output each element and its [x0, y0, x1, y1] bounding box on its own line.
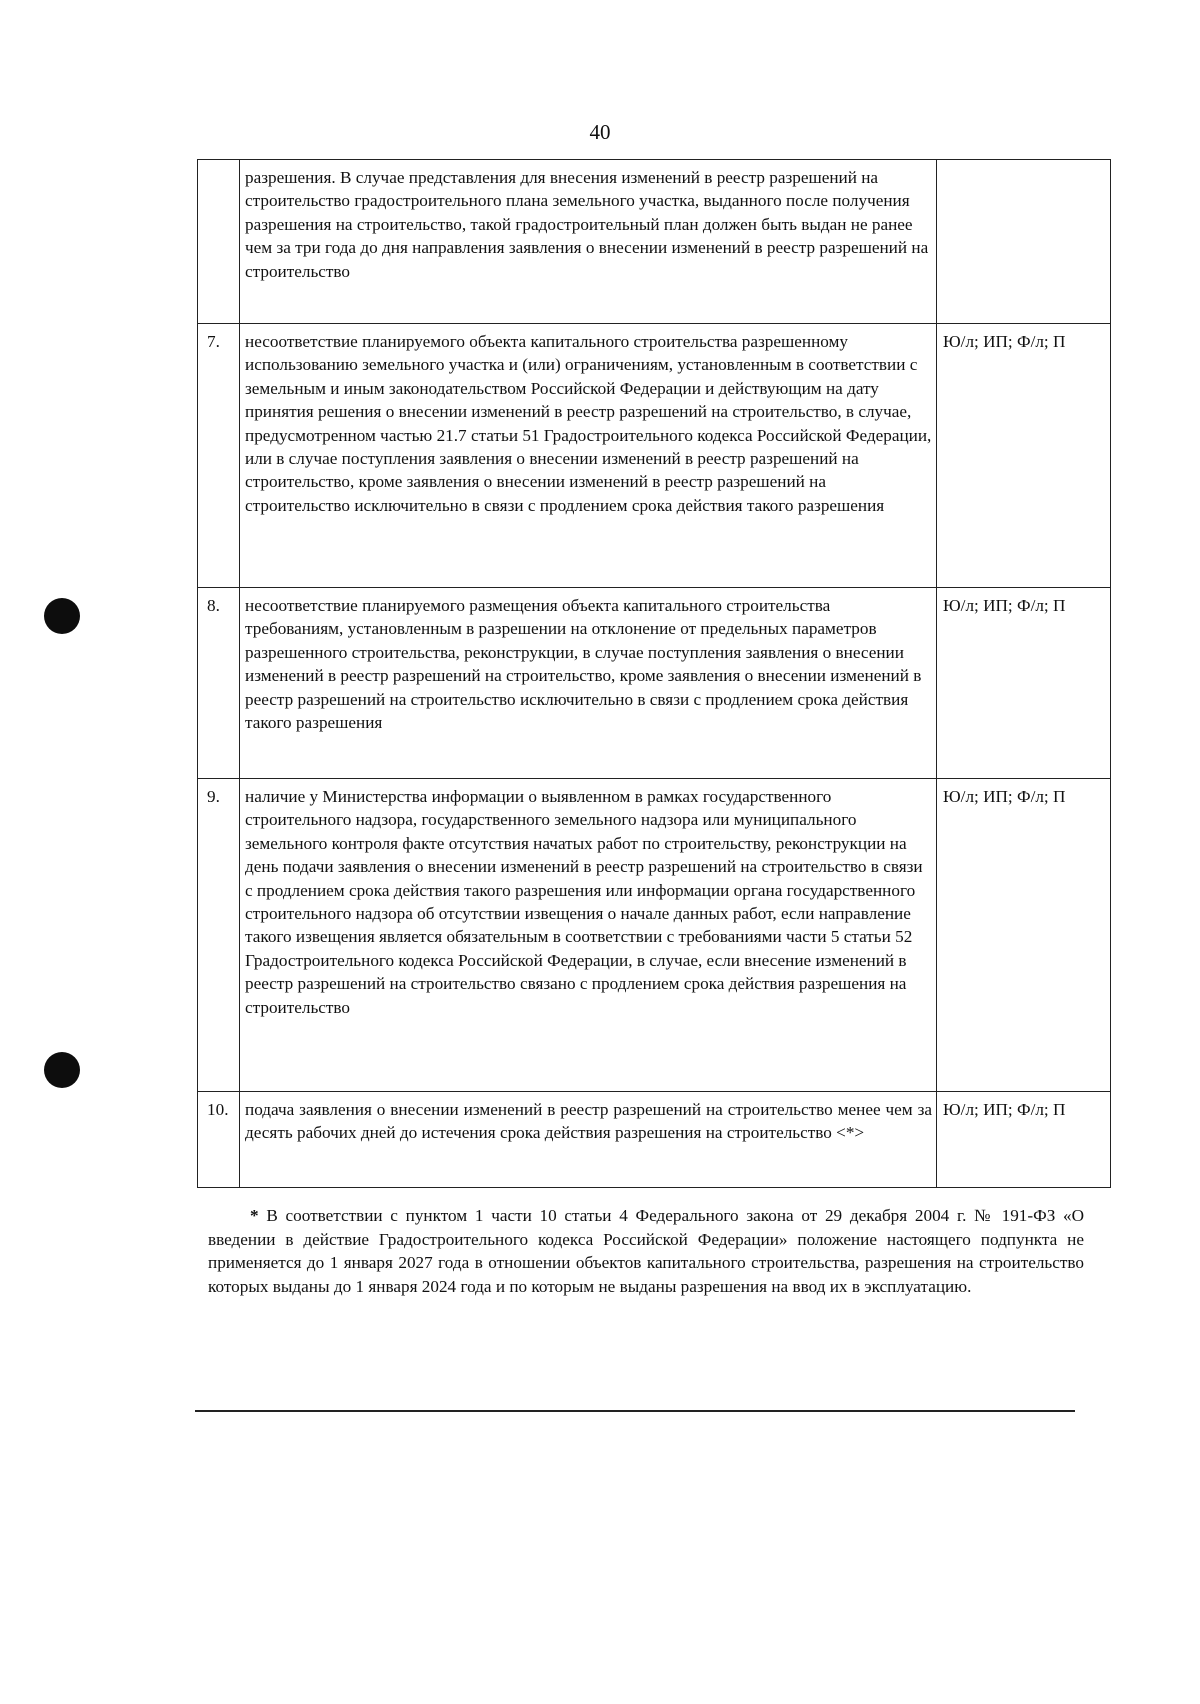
row-applicant-category: Ю/л; ИП; Ф/л; П: [937, 588, 1111, 779]
row-applicant-category: Ю/л; ИП; Ф/л; П: [937, 1092, 1111, 1188]
table-row: [198, 160, 1111, 324]
refusal-reasons-table: [197, 159, 1111, 1188]
row-text: наличие у Министерства информации о выявленном в рамках государственного строительного надзора, государственного земельного надзора или муниципального земельного контроля факте отсутствия начатых работ по строительству, реконструкции на день подачи заявления о внесении изменений в реестр разрешений на строительство в связи с продлением срока действия такого разрешения или информации органа государственного строительного надзора об отсутствии извещения о начале данных работ, если направление такого извещения является обязательным в соответствии с требованиями части 5 статьи 52 Градостроительного кодекса Российской Федерации, в случае, если внесение изменений в реестр разрешений на строительство связано с продлением срока действия разрешения на строительство: [240, 779, 937, 1092]
punch-hole: [44, 1052, 80, 1088]
row-text: несоответствие планируемого размещения объекта капитального строительства требованиям, установленным в разрешении на отклонение от предельных параметров разрешенного строительства, реконструкции, в случае поступления заявления о внесении изменений в реестр разрешений на строительство, кроме заявления о внесении изменений в реестр разрешений на строительство исключительно в связи с продлением срока действия такого разрешения: [240, 588, 937, 779]
row-number: 9.: [198, 779, 240, 1092]
separator-line: [195, 1410, 1075, 1412]
row-number: 8.: [198, 588, 240, 779]
row-applicant-category: Ю/л; ИП; Ф/л; П: [937, 324, 1111, 588]
footnote-text: В соответствии с пунктом 1 части 10 статьи 4 Федерального закона от 29 декабря 2004 г. № 191-ФЗ «О введении в действие Градостроительного кодекса Российской Федерации» положение настоящего подпункта не применяется до 1 января 2027 года в отношении объектов капитального строительства, разрешения на строительство которых выданы до 1 января 2024 года и по которым не выданы разрешения на ввод их в эксплуатацию.: [208, 1206, 1085, 1296]
row-applicant-category: Ю/л; ИП; Ф/л; П: [937, 779, 1111, 1092]
row-applicant-category: [937, 160, 1111, 324]
row-number: [198, 160, 240, 324]
footnote-marker: *: [250, 1206, 259, 1225]
table-row: [198, 588, 1111, 779]
table-row: [198, 1092, 1111, 1188]
footnote: [208, 1204, 1084, 1298]
row-text: разрешения. В случае представления для внесения изменений в реестр разрешений на строительство градостроительного плана земельного участка, выданного после получения разрешения на строительство, такой градостроительный план должен быть выдан не ранее чем за три года до дня направления заявления о внесении изменений в реестр разрешений на строительство: [240, 160, 937, 324]
table-row: [198, 779, 1111, 1092]
table-row: [198, 324, 1111, 588]
row-number: 10.: [198, 1092, 240, 1188]
page-number: 40: [589, 120, 611, 144]
punch-hole: [44, 598, 80, 634]
row-text: подача заявления о внесении изменений в реестр разрешений на строительство менее чем за десять рабочих дней до истечения срока действия разрешения на строительство <*>: [240, 1092, 937, 1188]
row-number: 7.: [198, 324, 240, 588]
row-text: несоответствие планируемого объекта капитального строительства разрешенному использованию земельного участка и (или) ограничениям, установленным в соответствии с земельным и иным законодательством Российской Федерации и действующим на дату принятия решения о внесении изменений в реестр разрешений на строительство, в случае, предусмотренном частью 21.7 статьи 51 Градостроительного кодекса Российской Федерации, или в случае поступления заявления о внесении изменений в реестр разрешений на строительство, кроме заявления о внесении изменений в реестр разрешений на строительство исключительно в связи с продлением срока действия такого разрешения: [240, 324, 937, 588]
